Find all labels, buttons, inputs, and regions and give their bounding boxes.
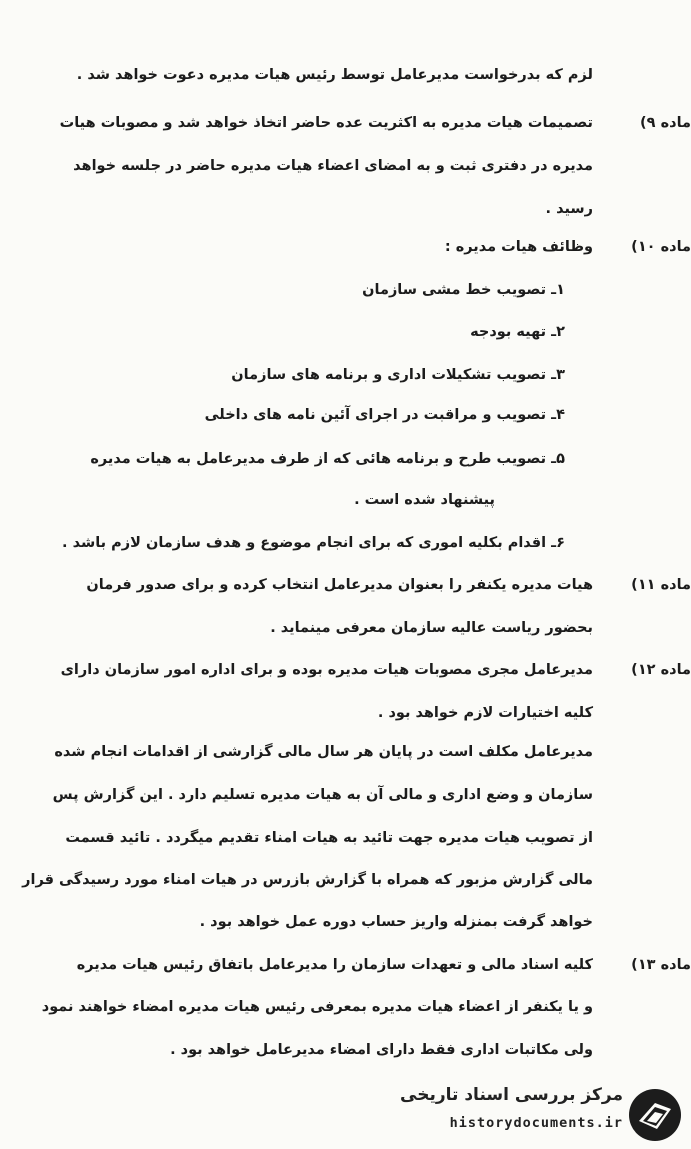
- article-label-11: ماده ۱۱): [631, 577, 691, 593]
- watermark: [400, 1085, 685, 1145]
- archive-logo-icon: [627, 1087, 683, 1143]
- list-item: ۶ـ اقدام بکلیه اموری که برای انجام موضوع و هدف سازمان لازم باشد .: [62, 535, 565, 551]
- text-line: خواهد گرفت بمنزله واریز حساب دوره عمل خواهد بود .: [199, 914, 593, 930]
- text-line: وظائف هیات مدیره :: [444, 239, 593, 255]
- article-label-13: ماده ۱۳): [631, 957, 691, 973]
- watermark-url: historydocuments.ir: [449, 1115, 623, 1131]
- list-item: ۴ـ تصویب و مراقبت در اجرای آئین نامه های داخلی: [204, 407, 565, 423]
- watermark-title: مرکز بررسی اسناد تاریخی: [400, 1085, 623, 1105]
- text-line: مالی گزارش مزبور که همراه با گزارش بازرس در هیات امناء مورد رسیدگی قرار: [22, 872, 593, 888]
- article-label-12: ماده ۱۲): [631, 662, 691, 678]
- article-label-9: ماده ۹): [640, 115, 691, 131]
- text-line: کلیه اختیارات لازم خواهد بود .: [377, 705, 593, 721]
- text-line: سازمان و وضع اداری و مالی آن به هیات مدیره تسلیم دارد . این گزارش پس: [52, 787, 593, 803]
- text-line: از تصویب هیات مدیره جهت تائید به هیات امناء تقدیم میگردد . تائید قسمت: [65, 830, 593, 846]
- text-line: ولی مکاتبات اداری فقط دارای امضاء مدیرعامل خواهد بود .: [170, 1042, 593, 1058]
- list-item: ۵ـ تصویب طرح و برنامه هائی که از طرف مدیرعامل به هیات مدیره: [90, 451, 565, 467]
- text-line: رسید .: [545, 201, 593, 217]
- text-line: مدیرعامل مجری مصوبات هیات مدیره بوده و برای اداره امور سازمان دارای: [60, 662, 593, 678]
- list-item-continuation: پیشنهاد شده است .: [354, 492, 495, 508]
- list-item: ۳ـ تصویب تشکیلات اداری و برنامه های سازمان: [231, 367, 565, 383]
- list-item: ۲ـ تهیه بودجه: [470, 324, 565, 340]
- text-line: هیات مدیره یکنفر را بعنوان مدیرعامل انتخاب کرده و برای صدور فرمان: [86, 577, 593, 593]
- text-line: بحضور ریاست عالیه سازمان معرفی مینماید .: [270, 620, 593, 636]
- text-line: لزم که بدرخواست مدیرعامل توسط رئیس هیات مدیره دعوت خواهد شد .: [76, 67, 593, 83]
- article-label-10: ماده ۱۰): [631, 239, 691, 255]
- list-item: ۱ـ تصویب خط مشی سازمان: [362, 282, 565, 298]
- text-line: مدیره در دفتری ثبت و به امضای اعضاء هیات مدیره حاضر در جلسه خواهد: [73, 158, 593, 174]
- text-line: و یا یکنفر از اعضاء هیات مدیره بمعرفی رئیس هیات مدیره امضاء خواهند نمود: [41, 999, 593, 1015]
- text-line: مدیرعامل مکلف است در پایان هر سال مالی گزارشی از اقدامات انجام شده: [54, 744, 593, 760]
- text-line: تصمیمات هیات مدیره به اکثریت عده حاضر اتخاذ خواهد شد و مصوبات هیات: [59, 115, 593, 131]
- text-line: کلیه اسناد مالی و تعهدات سازمان را مدیرعامل باتفاق رئیس هیات مدیره: [76, 957, 593, 973]
